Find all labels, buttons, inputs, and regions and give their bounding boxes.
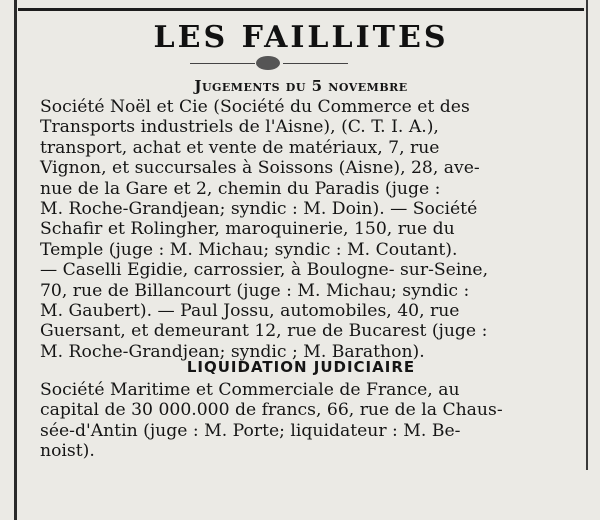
text-line: transport, achat et vente de matériaux, 7, rue: [40, 137, 440, 158]
text-line: nue de la Gare et 2, chemin du Paradis (juge :: [40, 178, 441, 199]
text-line: M. Roche-Grandjean; syndic ; M. Barathon).: [40, 341, 425, 362]
text-line: — Caselli Egidie, carrossier, à Boulogne- sur-Seine,: [40, 260, 489, 281]
title-divider-right: [283, 63, 348, 64]
column-rule-left: [14, 0, 17, 520]
text-line: Temple (juge : M. Michau; syndic : M. Coutant).: [40, 239, 458, 260]
paragraph-liquidation: [40, 380, 580, 462]
title-divider-left: [190, 63, 255, 64]
column-rule-right: [586, 0, 588, 470]
text-line: Société Maritime et Commerciale de France, au: [40, 380, 460, 400]
paragraph-bankruptcies: [40, 97, 580, 362]
article-title: LES FAILLITES: [153, 20, 449, 55]
text-line: M. Roche-Grandjean; syndic : M. Doin). — Société: [40, 199, 478, 220]
text-line: Vignon, et succursales à Soissons (Aisne), 28, ave-: [40, 158, 480, 179]
text-line: Transports industriels de l'Aisne), (C. T. I. A.),: [40, 117, 439, 138]
section-title-liquidation: LIQUIDATION JUDICIAIRE: [186, 358, 416, 376]
text-line: capital de 30 000.000 de francs, 66, rue de la Chaus-: [40, 400, 503, 421]
text-line: Guersant, et demeurant 12, rue de Bucarest (juge :: [40, 321, 488, 342]
text-line: Schafir et Rolingher, maroquinerie, 150, rue du: [40, 219, 455, 240]
text-line: M. Gaubert). — Paul Jossu, automobiles, 40, rue: [40, 301, 460, 322]
text-line: sée-d'Antin (juge : M. Porte; liquidateur : M. Be-: [40, 420, 461, 441]
article-subheading: Jugements du 5 novembre: [194, 77, 408, 95]
text-line: noist).: [40, 441, 95, 462]
text-line: Société Noël et Cie (Société du Commerce et des: [40, 97, 470, 117]
text-line: 70, rue de Billancourt (juge : M. Michau; syndic :: [40, 280, 470, 301]
ornament-icon: [256, 56, 280, 70]
top-rule: [18, 8, 584, 11]
